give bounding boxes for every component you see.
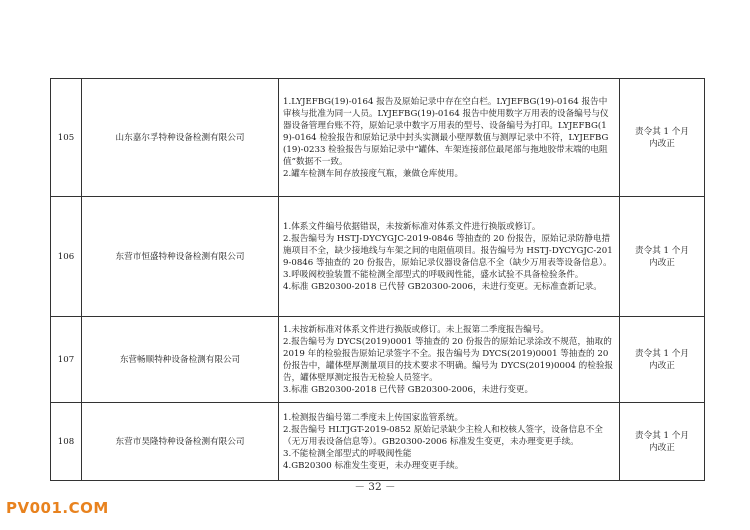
handling-action: 责令其 1 个月内改正	[635, 348, 689, 371]
issue-item: 1.检测报告编号第二季度未上传国家监管系统。	[283, 412, 464, 423]
action-cell	[620, 79, 705, 197]
table-row	[51, 79, 705, 197]
inspection-records-table	[50, 78, 705, 481]
issues-list	[279, 95, 619, 181]
row-number: 105	[57, 132, 75, 143]
issues-list	[279, 220, 619, 294]
records-table-body	[51, 79, 705, 481]
issue-item: 4.标准 GB20300-2018 已代替 GB20300-2006，未进行变更。无标准查新记录。	[283, 281, 602, 292]
issue-item: 1.LYJEFBG(19)-0164 报告及原始记录中存在空白栏。LYJEFBG(19)-0164 报告中审核与批准为同一人员。LYJEFBG(19)-0164 报告中使用数字万用表的设备编号与仪器设备管理台账不符，原始记录中数字万用表的型号、设备编号为打印。LYJEFBG(19)-0164 检验报告和原始记录中封头实测最小壁厚数值与测厚记录中不符，LYJEFBG(19)-0233 检验报告与原始记录中“罐体、车架连接部位最尾部与拖地胶带末端的电阻值”数据不一致。	[283, 96, 609, 167]
table-row	[51, 197, 705, 317]
action-cell	[620, 197, 705, 317]
issues-cell	[279, 79, 620, 197]
action-cell	[620, 317, 705, 403]
row-number-cell	[51, 403, 82, 481]
organization-cell	[82, 197, 279, 317]
issue-item: 2.报告编号为 DYCS(2019)0001 等抽查的 20 份报告的原始记录涂改不规范，抽取的 2019 年的检验报告原始记录签字不全。报告编号为 DYCS(2019)0001 等抽查的 20 份报告中，罐体壁厚测量项目的技术要求不明确。编号为 DYCS(2019)0004 的检验报告，罐体壁厚测定报告无检验人员签字。	[283, 336, 615, 383]
issue-item: 2.报告编号为 HSTJ-DYCYGJC-2019-0846 等抽查的 20 份报告，原始记录防静电措施项目不全，缺少接地线与车架之间的电阻值项目。报告编号为 HSTJ-DYCYGJC-2019-0846 等抽查的 20 份报告，原始记录仪器设备信息不全（缺少万用表等设备信息）。	[283, 233, 613, 268]
issue-item: 1.体系文件编号依据错误，未按新标准对体系文件进行换版或修订。	[283, 221, 541, 232]
organization-name: 东营畅顺特种设备检测有限公司	[119, 354, 241, 365]
issues-list	[279, 323, 619, 397]
handling-action: 责令其 1 个月内改正	[635, 245, 689, 268]
site-watermark: PV001.COM	[6, 499, 109, 517]
row-number-cell	[51, 79, 82, 197]
issue-item: 1.未按新标准对体系文件进行换版或修订。未上报第二季度报告编号。	[283, 324, 550, 335]
row-number: 106	[57, 251, 75, 262]
issues-cell	[279, 317, 620, 403]
handling-action: 责令其 1 个月内改正	[635, 126, 689, 149]
issues-cell	[279, 197, 620, 317]
table-row	[51, 317, 705, 403]
organization-name: 东营市昊隆特种设备检测有限公司	[115, 436, 245, 447]
handling-action: 责令其 1 个月内改正	[635, 430, 689, 453]
organization-cell	[82, 317, 279, 403]
organization-name: 山东嘉尔孚特种设备检测有限公司	[115, 132, 245, 143]
action-cell	[620, 403, 705, 481]
issue-item: 4.GB20300 标准发生变更，未办理变更手续。	[283, 460, 464, 471]
issue-item: 2.报告编号 HLTJGT-2019-0852 原始记录缺少主检人和校核人签字，设备信息不全（无万用表设备信息等）。GB20300-2006 标准发生变更，未办理变更手续。	[283, 424, 603, 447]
organization-cell	[82, 403, 279, 481]
row-number: 107	[57, 354, 75, 365]
row-number-cell	[51, 317, 82, 403]
organization-cell	[82, 79, 279, 197]
row-number: 108	[57, 436, 75, 447]
table-row	[51, 403, 705, 481]
issue-item: 3.呼吸阀校验装置不能检测全部型式的呼吸阀性能，盛水试验不具备检验条件。	[283, 269, 584, 280]
issues-list	[279, 411, 619, 473]
row-number-cell	[51, 197, 82, 317]
issue-item: 3.标准 GB20300-2018 已代替 GB20300-2006，未进行变更。	[283, 384, 534, 395]
organization-name: 东营市恒盛特种设备检测有限公司	[115, 251, 245, 262]
issue-item: 3.不能检测全部型式的呼吸阀性能	[283, 448, 412, 459]
page-number: － 32 －	[354, 481, 396, 493]
issue-item: 2.罐车检测车间存放接度气瓶，兼做仓库使用。	[283, 168, 464, 179]
issues-cell	[279, 403, 620, 481]
